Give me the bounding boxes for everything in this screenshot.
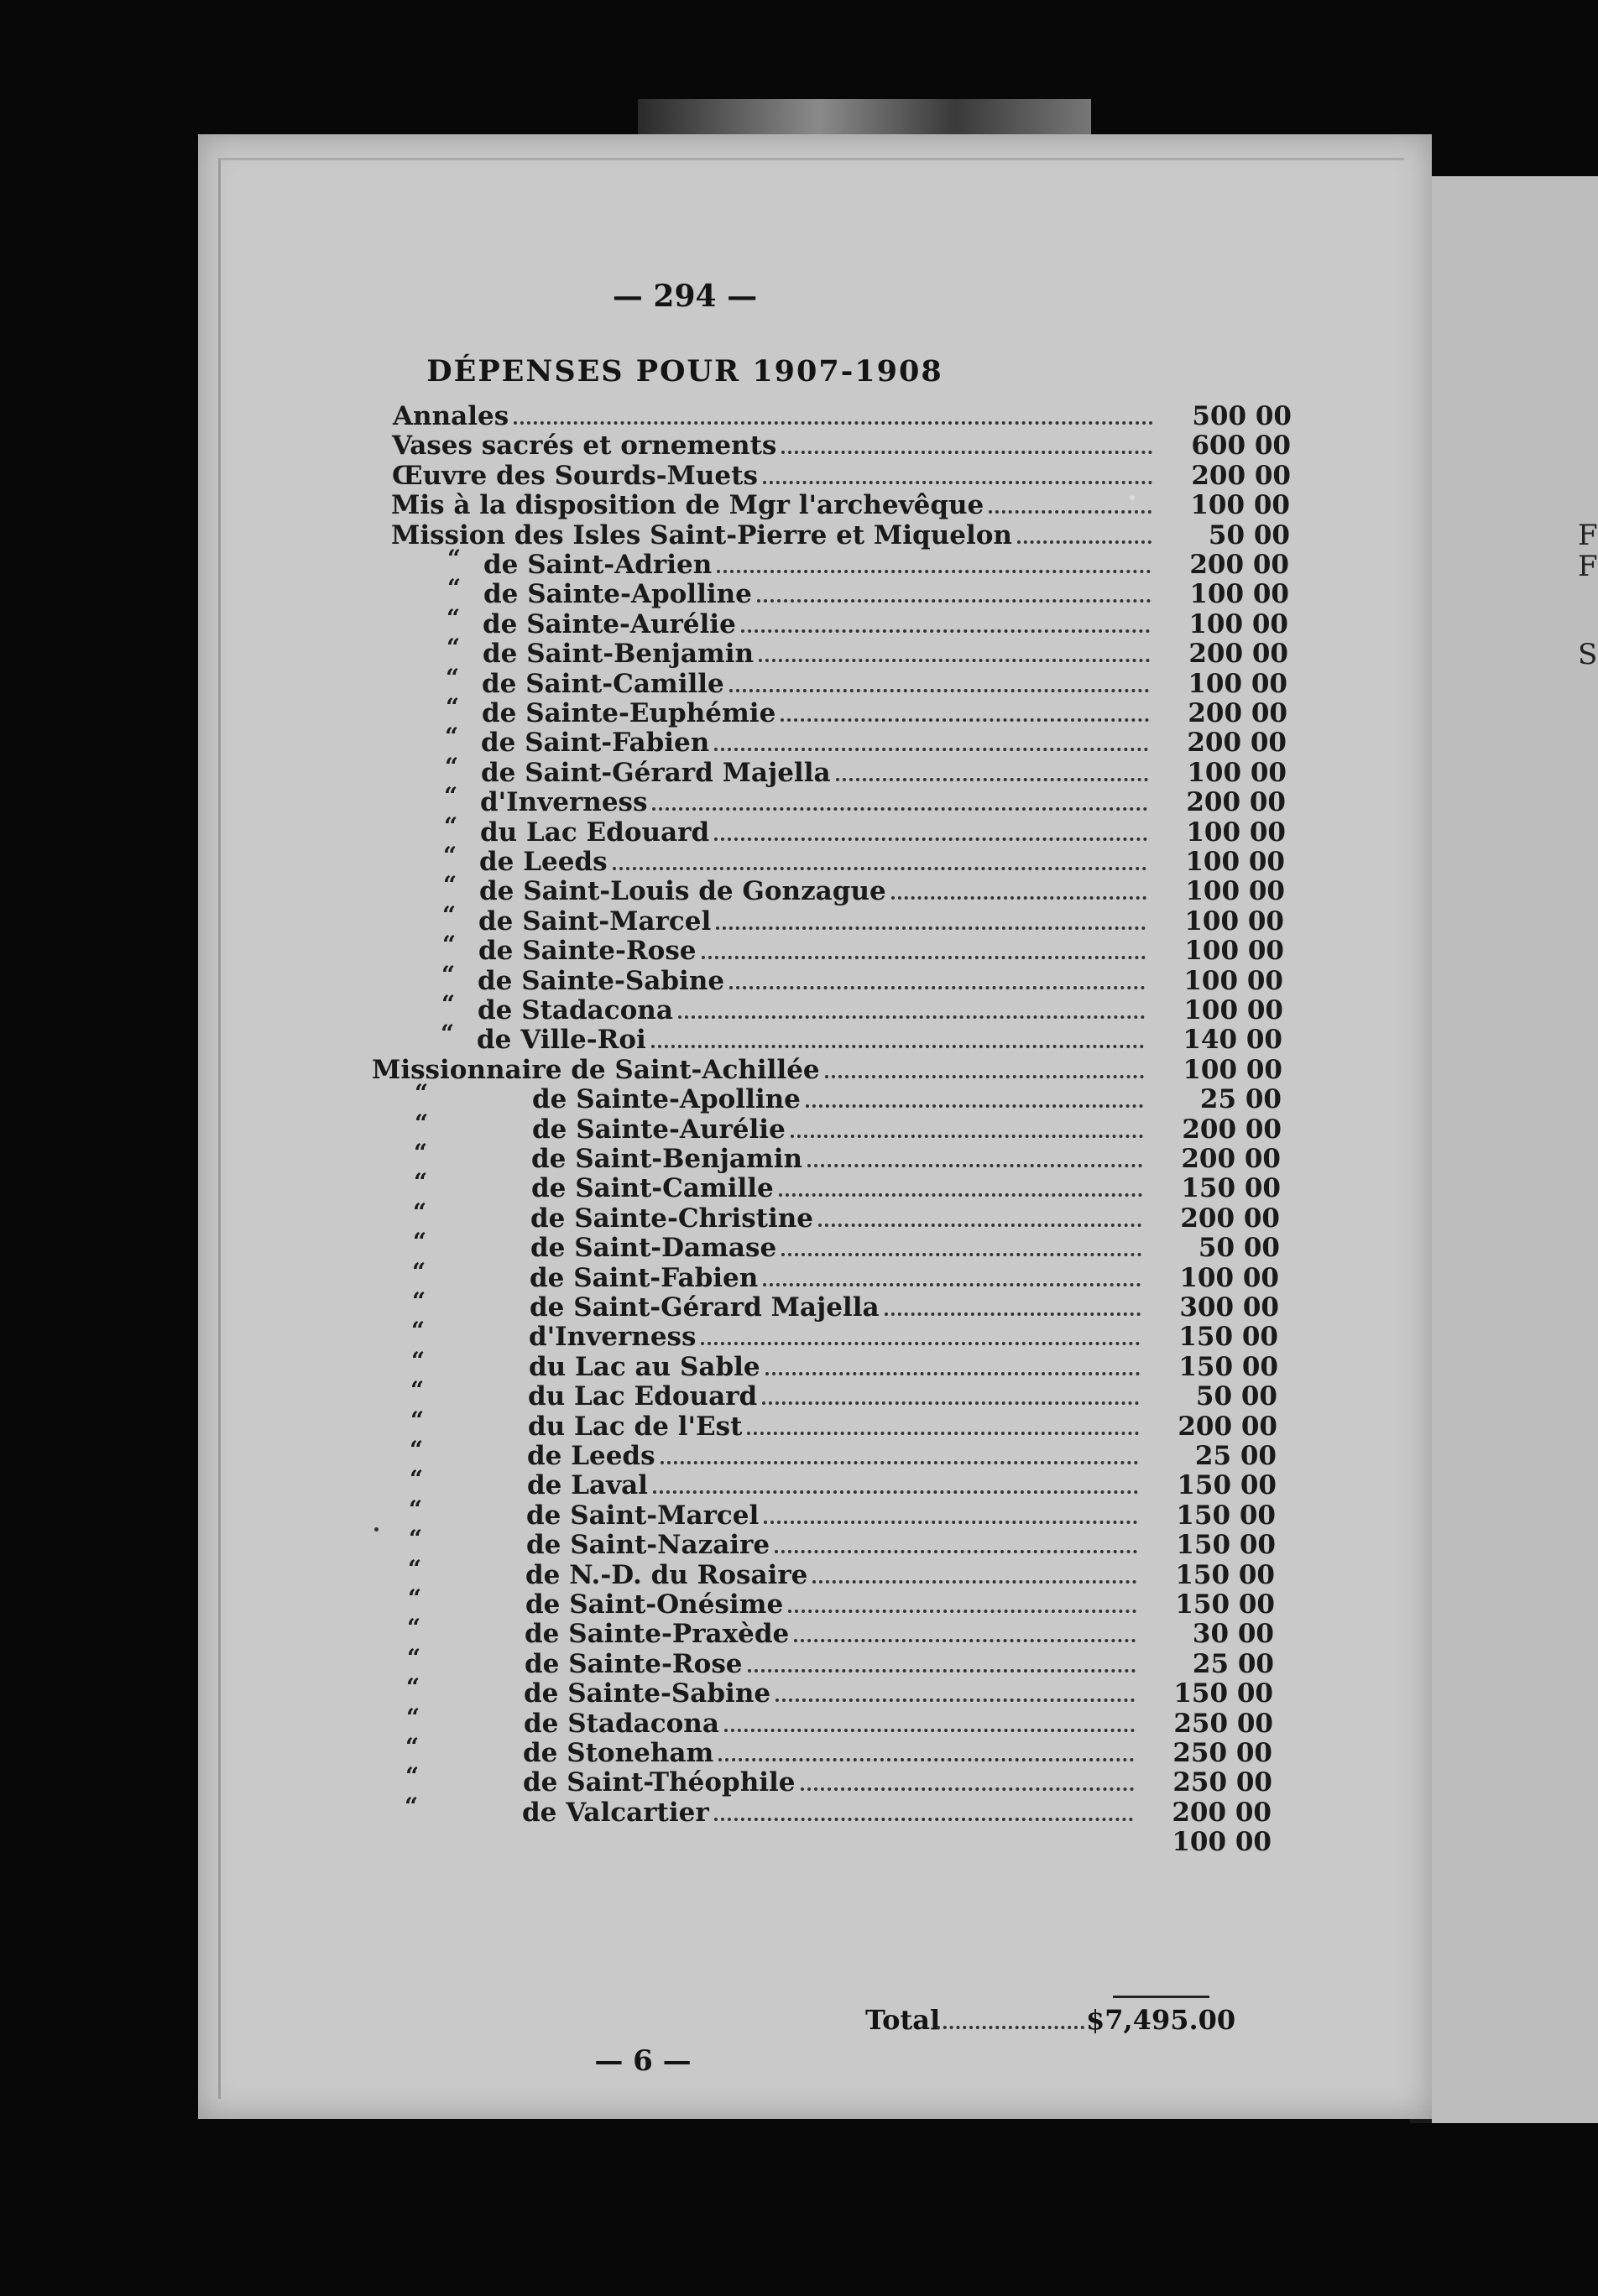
dot-leader — [763, 481, 1152, 484]
expense-amount: 100 00 — [1189, 579, 1289, 610]
dot-leader — [764, 1521, 1137, 1524]
expense-amount: 200 00 — [1187, 728, 1287, 759]
ditto-mark: “ — [415, 1079, 429, 1108]
ditto-mark: “ — [410, 1436, 424, 1464]
expense-amount: 25 00 — [1192, 1648, 1274, 1679]
expense-label: Missionnaire de Saint-Achillée — [372, 1054, 820, 1085]
expense-amount: 100 00 — [1184, 936, 1284, 967]
expense-amount: 200 00 — [1191, 460, 1291, 491]
expense-label: de Saint-Marcel — [526, 1500, 760, 1531]
expense-amount: 100 00 — [1190, 490, 1290, 521]
dot-leader — [781, 1253, 1141, 1256]
expense-amount: 200 00 — [1188, 698, 1287, 728]
dot-leader — [788, 1610, 1136, 1613]
dot-leader — [678, 1015, 1145, 1019]
ditto-mark: “ — [409, 1495, 423, 1523]
dot-leader — [757, 599, 1151, 603]
ditto-mark: “ — [407, 1614, 421, 1642]
ditto-mark: “ — [408, 1554, 422, 1583]
dot-leader — [747, 1432, 1139, 1435]
expense-label: Mis à la disposition de Mgr l'archevêque — [391, 490, 984, 521]
expense-label: de Sainte-Aurélie — [532, 1114, 786, 1145]
expense-label: du Lac Edouard — [528, 1381, 758, 1412]
ditto-mark: “ — [446, 603, 461, 632]
ditto-mark: “ — [405, 1792, 419, 1820]
ditto-mark: “ — [446, 634, 461, 662]
dot-leader — [716, 926, 1146, 930]
expense-label: du Lac au Sable — [529, 1351, 760, 1382]
expense-amount: 100 00 — [1188, 608, 1288, 639]
dot-leader — [763, 1283, 1141, 1286]
ditto-mark: “ — [405, 1762, 420, 1791]
expense-amount: 100 00 — [1183, 1054, 1282, 1085]
expense-amount: 140 00 — [1183, 1025, 1282, 1056]
dot-leader — [885, 1312, 1141, 1316]
expense-amount: 100 00 — [1172, 1827, 1272, 1858]
page-number: — 294 — — [612, 279, 758, 314]
dot-leader — [818, 1224, 1141, 1227]
ditto-mark: “ — [410, 1406, 425, 1434]
expense-amount: 100 00 — [1185, 876, 1285, 907]
dot-leader — [812, 1580, 1136, 1584]
dot-leader — [514, 421, 1153, 425]
ditto-mark: “ — [406, 1703, 420, 1731]
expense-label: de N.-D. du Rosaire — [525, 1559, 808, 1590]
expense-amount: 100 00 — [1186, 817, 1286, 848]
expense-label: de Leeds — [527, 1441, 655, 1471]
expense-label: de Sainte-Apolline — [483, 579, 752, 610]
facing-page — [1432, 176, 1598, 2123]
expense-amount: 500 00 — [1192, 401, 1292, 431]
expense-label: de Saint-Marcel — [478, 905, 712, 937]
ditto-mark: “ — [408, 1584, 422, 1612]
ditto-mark: “ — [447, 574, 462, 603]
dot-leader — [759, 659, 1150, 662]
expense-amount: 200 00 — [1178, 1411, 1277, 1442]
ditto-mark: “ — [406, 1673, 420, 1702]
dot-leader — [989, 510, 1152, 514]
dot-leader — [741, 629, 1150, 633]
expense-label: de Valcartier — [522, 1797, 709, 1828]
ditto-mark: “ — [443, 871, 457, 900]
expense-label: de Saint-Benjamin — [531, 1144, 803, 1174]
expense-amount: 100 00 — [1188, 668, 1287, 699]
dot-leader — [937, 2026, 1084, 2029]
expense-label: de Sainte-Rose — [478, 936, 697, 967]
ditto-mark: “ — [442, 931, 457, 959]
expense-label: du Lac de l'Est — [528, 1411, 743, 1442]
ditto-mark: “ — [409, 1525, 423, 1553]
dot-leader — [891, 896, 1146, 900]
expense-label: Annales — [393, 401, 509, 431]
dot-leader — [729, 986, 1145, 989]
dot-leader — [836, 778, 1148, 781]
expense-label: d'Inverness — [480, 787, 648, 818]
dot-leader — [702, 956, 1146, 959]
expense-amount: 150 00 — [1173, 1678, 1273, 1709]
expense-label: de Stadacona — [478, 995, 673, 1025]
expense-amount: 200 00 — [1188, 639, 1288, 670]
ditto-mark: “ — [446, 693, 460, 721]
expense-amount: 150 00 — [1177, 1470, 1277, 1501]
expense-label: de Saint-Louis de Gonzague — [479, 876, 886, 907]
ditto-mark: “ — [441, 1020, 455, 1048]
dot-leader — [661, 1461, 1138, 1464]
dot-leader — [718, 1758, 1134, 1761]
ditto-mark: “ — [414, 1139, 428, 1166]
ditto-mark: “ — [441, 960, 456, 989]
facing-page-letter: F — [1578, 550, 1598, 583]
document-page — [198, 134, 1432, 2119]
dot-leader — [775, 1550, 1137, 1553]
dot-leader — [714, 748, 1148, 751]
expense-label: Vases sacrés et ornements — [392, 430, 777, 462]
expense-amount: 150 00 — [1175, 1589, 1275, 1620]
dot-leader — [794, 1639, 1136, 1642]
dot-leader — [762, 1401, 1139, 1405]
ditto-mark: “ — [442, 900, 457, 929]
dot-leader — [653, 1490, 1138, 1494]
expense-label: Mission des Isles Saint-Pierre et Miquelon — [391, 519, 1012, 551]
expense-amount: 150 00 — [1181, 1173, 1281, 1204]
total-label: Total — [865, 2004, 941, 2036]
ditto-mark: “ — [446, 663, 460, 691]
expense-label: de Saint-Camille — [531, 1173, 774, 1204]
expense-amount: 100 00 — [1184, 905, 1284, 937]
expense-label: de Saint-Théophile — [523, 1767, 796, 1798]
ditto-mark: “ — [405, 1733, 420, 1761]
expense-label: de Stadacona — [524, 1708, 719, 1739]
expense-label: de Sainte-Christine — [530, 1203, 814, 1234]
ditto-mark: “ — [411, 1346, 426, 1375]
expense-amount: 200 00 — [1189, 550, 1289, 580]
dot-leader — [801, 1787, 1134, 1791]
expense-label: de Saint-Fabien — [530, 1262, 759, 1293]
expense-label: de Sainte-Rose — [525, 1648, 743, 1679]
expense-amount: 150 00 — [1175, 1559, 1275, 1590]
ditto-mark: “ — [412, 1287, 426, 1315]
expense-label: de Ville-Roi — [477, 1025, 646, 1056]
expense-label: du Lac Edouard — [480, 817, 710, 848]
expense-amount: 150 00 — [1176, 1530, 1276, 1561]
expense-amount: 100 00 — [1187, 757, 1287, 788]
dot-leader — [613, 867, 1146, 870]
ditto-mark: “ — [443, 842, 457, 869]
expense-amount: 200 00 — [1186, 787, 1286, 818]
expense-label: de Sainte-Euphémie — [482, 698, 776, 728]
ditto-mark: “ — [413, 1198, 427, 1226]
expense-label: de Saint-Nazaire — [526, 1530, 770, 1561]
expense-amount: 200 00 — [1172, 1797, 1272, 1828]
dot-leader — [652, 807, 1147, 811]
expense-label: de Saint-Gérard Majella — [530, 1292, 880, 1323]
ditto-mark: “ — [410, 1376, 425, 1405]
dot-leader — [806, 1104, 1143, 1108]
dot-leader — [781, 718, 1149, 722]
dot-leader — [791, 1135, 1143, 1138]
expense-amount: 200 00 — [1182, 1114, 1282, 1145]
expense-amount: 250 00 — [1172, 1767, 1272, 1798]
dot-leader — [729, 689, 1149, 692]
ditto-mark: “ — [410, 1465, 424, 1494]
ditto-mark: “ — [413, 1228, 427, 1256]
dot-leader — [825, 1075, 1144, 1078]
ditto-mark: “ — [447, 545, 462, 572]
dot-leader — [776, 1699, 1135, 1702]
expense-amount: 150 00 — [1176, 1500, 1276, 1531]
expense-label: de Saint-Adrien — [483, 550, 713, 580]
expense-amount: 150 00 — [1178, 1351, 1278, 1382]
expense-label: Œuvre des Sourds-Muets — [392, 460, 758, 491]
expense-amount: 200 00 — [1181, 1144, 1281, 1174]
expense-label: de Sainte-Aurélie — [483, 608, 736, 639]
expense-amount: 100 00 — [1185, 847, 1285, 877]
expense-label: de Sainte-Sabine — [478, 965, 725, 996]
facing-page-letter: S — [1578, 638, 1598, 671]
total-amount: $7,495.00 — [1086, 2004, 1236, 2036]
dot-leader — [765, 1372, 1140, 1375]
expense-label: de Laval — [527, 1470, 648, 1501]
footer-number: — 6 — — [594, 2044, 692, 2078]
expense-amount: 100 00 — [1179, 1262, 1279, 1293]
ditto-mark: “ — [414, 1168, 428, 1197]
expense-label: de Leeds — [479, 847, 608, 877]
total-rule — [1113, 1996, 1209, 1998]
dot-leader — [724, 1729, 1135, 1732]
page-title: DÉPENSES POUR 1907-1908 — [426, 354, 943, 389]
dot-leader — [781, 451, 1152, 454]
expense-label: de Sainte-Sabine — [524, 1678, 771, 1709]
dot-leader — [651, 1045, 1144, 1048]
expense-label: de Saint-Gérard Majella — [481, 757, 831, 788]
ditto-mark: “ — [407, 1643, 421, 1672]
expense-label: de Stoneham — [523, 1738, 714, 1768]
expense-amount: 25 00 — [1194, 1441, 1277, 1471]
expense-amount: 150 00 — [1178, 1322, 1278, 1353]
expense-amount: 25 00 — [1199, 1084, 1282, 1115]
expense-amount: 50 00 — [1195, 1381, 1277, 1412]
dot-leader — [717, 570, 1151, 573]
expense-amount: 100 00 — [1183, 995, 1283, 1025]
expense-amount: 50 00 — [1198, 1233, 1280, 1264]
ditto-mark: “ — [412, 1257, 426, 1286]
expense-label: de Sainte-Praxède — [525, 1619, 790, 1650]
expense-label: de Saint-Camille — [482, 668, 724, 699]
dot-leader — [701, 1342, 1140, 1345]
expense-amount: 100 00 — [1183, 965, 1283, 996]
ditto-mark: “ — [445, 752, 459, 780]
expense-label: de Sainte-Apolline — [532, 1084, 801, 1115]
dot-leader — [779, 1193, 1142, 1197]
expense-label: de Saint-Onésime — [525, 1589, 784, 1620]
expense-amount: 50 00 — [1208, 519, 1290, 551]
dot-leader — [714, 1818, 1133, 1821]
print-speck — [1130, 495, 1135, 500]
expense-amount: 30 00 — [1192, 1619, 1274, 1650]
ditto-mark: “ — [444, 782, 458, 811]
expense-amount: 250 00 — [1173, 1708, 1273, 1739]
expense-label: de Saint-Benjamin — [483, 639, 755, 670]
expense-amount: 300 00 — [1179, 1292, 1279, 1323]
dot-leader — [748, 1669, 1136, 1672]
expense-amount: 250 00 — [1172, 1738, 1272, 1768]
facing-page-letter: F — [1578, 519, 1598, 552]
dot-leader — [714, 838, 1147, 841]
expense-label: de Saint-Fabien — [481, 728, 710, 759]
dot-leader — [1017, 540, 1152, 544]
expense-label: d'Inverness — [529, 1322, 697, 1353]
dot-leader — [807, 1164, 1142, 1167]
expense-label: de Saint-Damase — [530, 1233, 777, 1264]
ditto-mark: “ — [444, 811, 458, 840]
ditto-mark: “ — [411, 1317, 426, 1345]
ditto-mark: “ — [441, 990, 456, 1018]
ditto-mark: “ — [445, 723, 459, 751]
print-speck — [374, 1527, 379, 1532]
expense-amount: 200 00 — [1180, 1203, 1280, 1234]
expense-amount: 600 00 — [1191, 430, 1291, 462]
ditto-mark: “ — [415, 1109, 429, 1137]
